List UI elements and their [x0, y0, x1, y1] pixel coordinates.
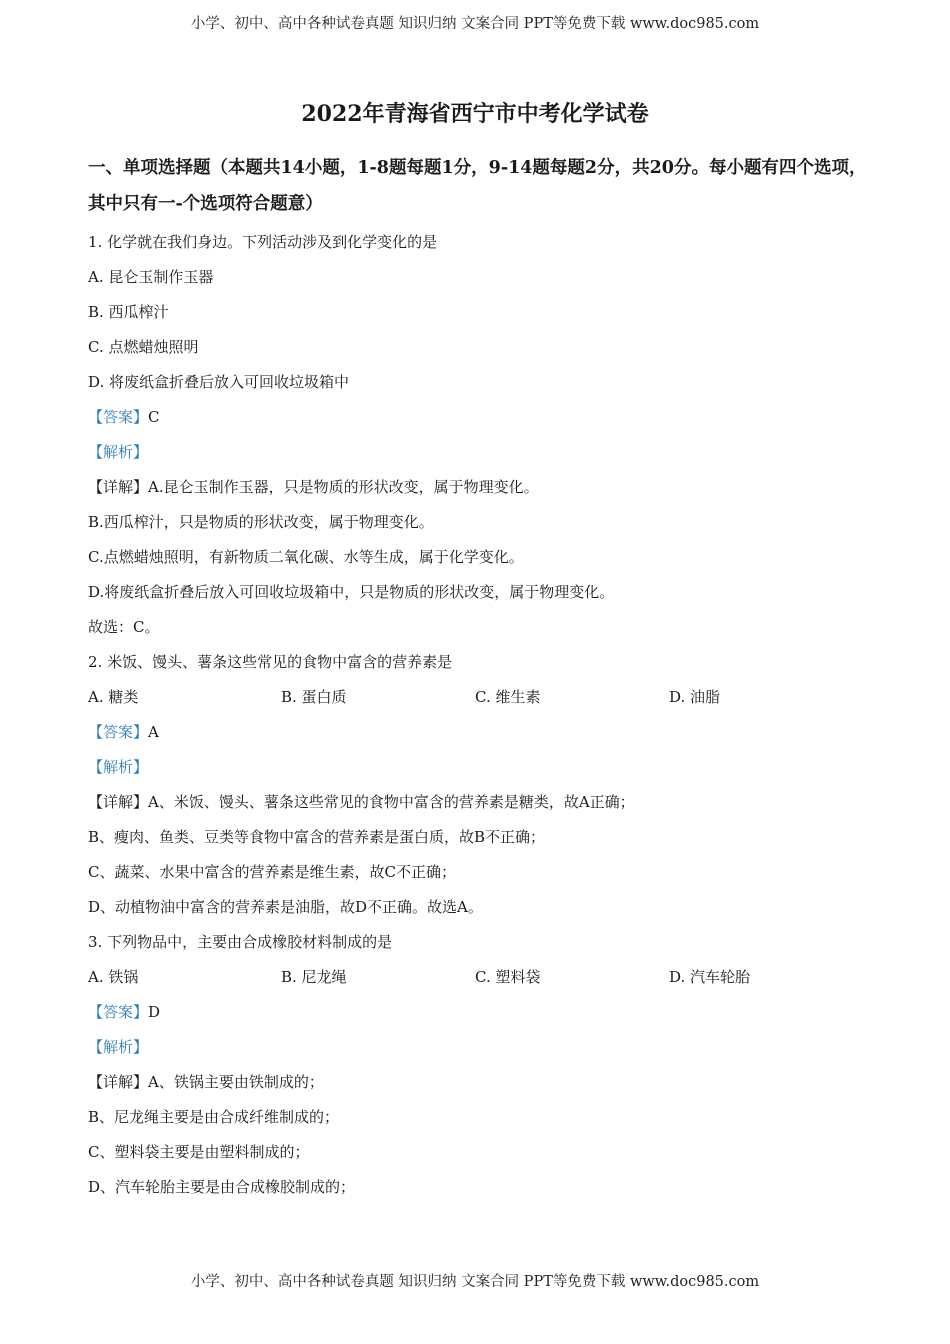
- detail-line: [88, 470, 868, 505]
- answer-value: C: [148, 408, 160, 426]
- option-b: B. 蛋白质: [281, 688, 347, 706]
- section-heading: 一、单项选择题（本题共14小题，1-8题每题1分，9-14题每题2分，共20分。每小题有四个选项，其中只有一-个选项符合题意）: [88, 158, 867, 214]
- option-d: D. 将废纸盒折叠后放入可回收垃圾箱中: [88, 373, 350, 391]
- question-stem: 1. 化学就在我们身边。下列活动涉及到化学变化的是: [88, 233, 438, 251]
- analysis-line: [88, 435, 868, 470]
- question-stem: 3. 下列物品中，主要由合成橡胶材料制成的是: [88, 933, 393, 951]
- question-2: [88, 645, 868, 925]
- options-row: [88, 680, 868, 715]
- answer-tag: 【答案】: [88, 408, 149, 426]
- question-3: [88, 925, 868, 1205]
- question-stem: 2. 米饭、馒头、薯条这些常见的食物中富含的营养素是: [88, 653, 453, 671]
- option-b: B. 尼龙绳: [281, 968, 347, 986]
- explanation-line: B、瘦肉、鱼类、豆类等食物中富含的营养素是蛋白质，故B不正确；: [88, 828, 546, 846]
- explanation-line: B.西瓜榨汁，只是物质的形状改变，属于物理变化。: [88, 513, 434, 531]
- detail-tag: 【详解】: [88, 1073, 149, 1091]
- detail-tag: 【详解】: [88, 793, 149, 811]
- analysis-tag: 【解析】: [88, 443, 149, 461]
- analysis-line: [88, 750, 868, 785]
- page-footer: 小学、初中、高中各种试卷真题 知识归纳 文案合同 PPT等免费下载 www.doc985.com: [190, 1274, 760, 1290]
- detail-text: A、米饭、馒头、薯条这些常见的食物中富含的营养素是糖类，故A正确；: [148, 793, 635, 811]
- explanation-line: B、尼龙绳主要是由合成纤维制成的；: [88, 1108, 340, 1126]
- analysis-line: [88, 1030, 868, 1065]
- analysis-tag: 【解析】: [88, 758, 149, 776]
- answer-value: A: [148, 723, 159, 741]
- explanation-line: D、动植物油中富含的营养素是油脂，故D不正确。故选A。: [88, 898, 483, 916]
- explanation-line: D.将废纸盒折叠后放入可回收垃圾箱中，只是物质的形状改变，属于物理变化。: [88, 583, 615, 601]
- option-d: D. 油脂: [669, 688, 721, 706]
- option-c: C. 维生素: [475, 688, 541, 706]
- answer-tag: 【答案】: [88, 723, 149, 741]
- detail-text: A.昆仑玉制作玉器，只是物质的形状改变，属于物理变化。: [148, 478, 539, 496]
- explanation-line: C、塑料袋主要是由塑料制成的；: [88, 1143, 310, 1161]
- page-header: 小学、初中、高中各种试卷真题 知识归纳 文案合同 PPT等免费下载 www.doc985.com: [190, 16, 760, 32]
- explanation-line: D、汽车轮胎主要是由合成橡胶制成的；: [88, 1178, 356, 1196]
- detail-tag: 【详解】: [88, 478, 149, 496]
- answer-line: [88, 715, 868, 750]
- analysis-tag: 【解析】: [88, 1038, 149, 1056]
- options-row: [88, 960, 868, 995]
- document-body: [88, 150, 868, 1205]
- answer-line: [88, 995, 868, 1030]
- explanation-line: C、蔬菜、水果中富含的营养素是维生素，故C不正确；: [88, 863, 456, 881]
- detail-line: [88, 1065, 868, 1100]
- option-a: A. 铁锅: [88, 968, 139, 986]
- option-a: A. 昆仑玉制作玉器: [88, 268, 214, 286]
- document-title: 2022年青海省西宁市中考化学试卷: [301, 101, 649, 127]
- question-1: [88, 225, 868, 645]
- answer-value: D: [148, 1003, 161, 1021]
- detail-text: A、铁锅主要由铁制成的；: [148, 1073, 324, 1091]
- option-d: D. 汽车轮胎: [669, 968, 751, 986]
- option-c: C. 塑料袋: [475, 968, 541, 986]
- option-a: A. 糖类: [88, 688, 139, 706]
- detail-line: [88, 785, 868, 820]
- option-c: C. 点燃蜡烛照明: [88, 338, 199, 356]
- answer-line: [88, 400, 868, 435]
- option-b: B. 西瓜榨汁: [88, 303, 169, 321]
- explanation-line: 故选：C。: [88, 618, 160, 636]
- explanation-line: C.点燃蜡烛照明，有新物质二氧化碳、水等生成，属于化学变化。: [88, 548, 524, 566]
- answer-tag: 【答案】: [88, 1003, 149, 1021]
